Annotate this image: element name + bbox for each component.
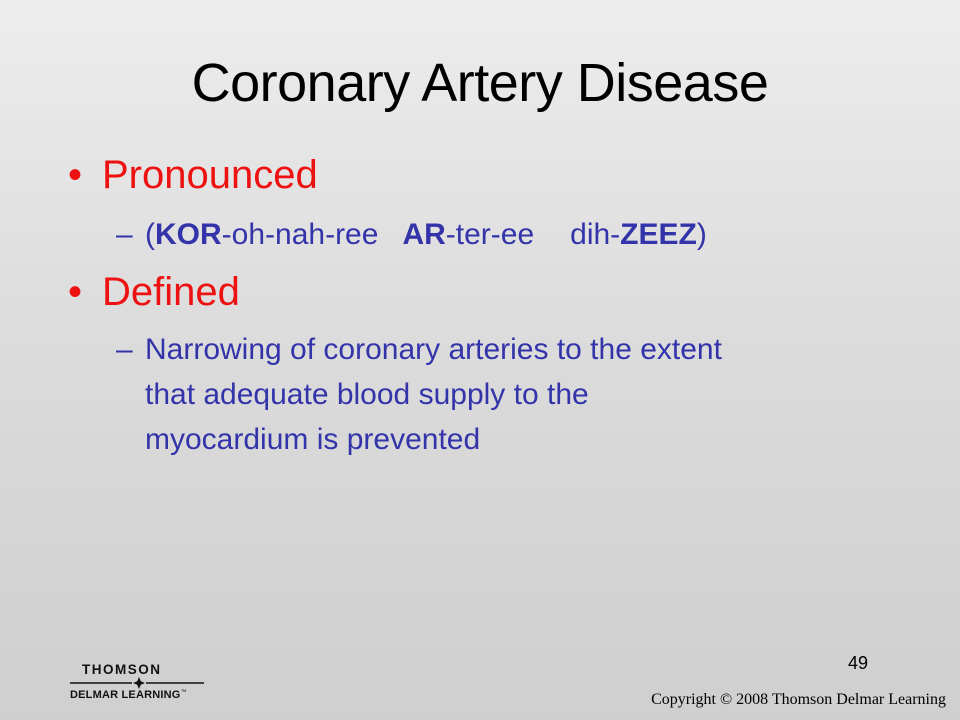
syllable-pre-3: dih- — [570, 218, 621, 251]
definition-line-1: Narrowing of coronary arteries to the extent — [145, 333, 722, 366]
logo-text-delmar: DELMAR LEARNING™ — [70, 689, 187, 701]
definition-line-2: that adequate blood supply to the — [145, 378, 589, 411]
definition-line-3: myocardium is prevented — [145, 423, 481, 456]
copyright-notice: Copyright © 2008 Thomson Delmar Learning — [651, 691, 946, 708]
bullet-pronounced — [68, 153, 318, 198]
bullet-heading-pronounced: Pronounced — [102, 153, 318, 197]
pronunciation-text — [145, 212, 876, 257]
logo-text-thomson: THOMSON — [82, 662, 162, 677]
trademark-mark: ™ — [180, 689, 187, 696]
pronunciation-line — [116, 212, 876, 257]
publisher-logo — [70, 662, 212, 706]
bullet-heading-defined: Defined — [102, 270, 240, 314]
bullet-marker: • — [68, 270, 83, 314]
bullet-marker: • — [68, 153, 83, 197]
syllable-rest-2: -ter-ee — [445, 218, 535, 251]
paren-close: ) — [696, 218, 707, 251]
slide-number: 49 — [848, 653, 869, 673]
syllable-stress-3: ZEEZ — [620, 218, 697, 251]
sub-marker: – — [116, 218, 133, 251]
syllable-rest-1: -oh-nah-ree — [221, 218, 379, 251]
paren-open: ( — [145, 218, 155, 251]
bullet-defined — [68, 270, 240, 315]
sub-marker: – — [116, 333, 133, 366]
slide-title: Coronary Artery Disease — [191, 53, 769, 113]
syllable-stress-2: AR — [402, 218, 446, 251]
logo-star-rule-icon — [70, 677, 212, 689]
definition-block — [116, 327, 876, 462]
syllable-stress-1: KOR — [155, 218, 222, 251]
